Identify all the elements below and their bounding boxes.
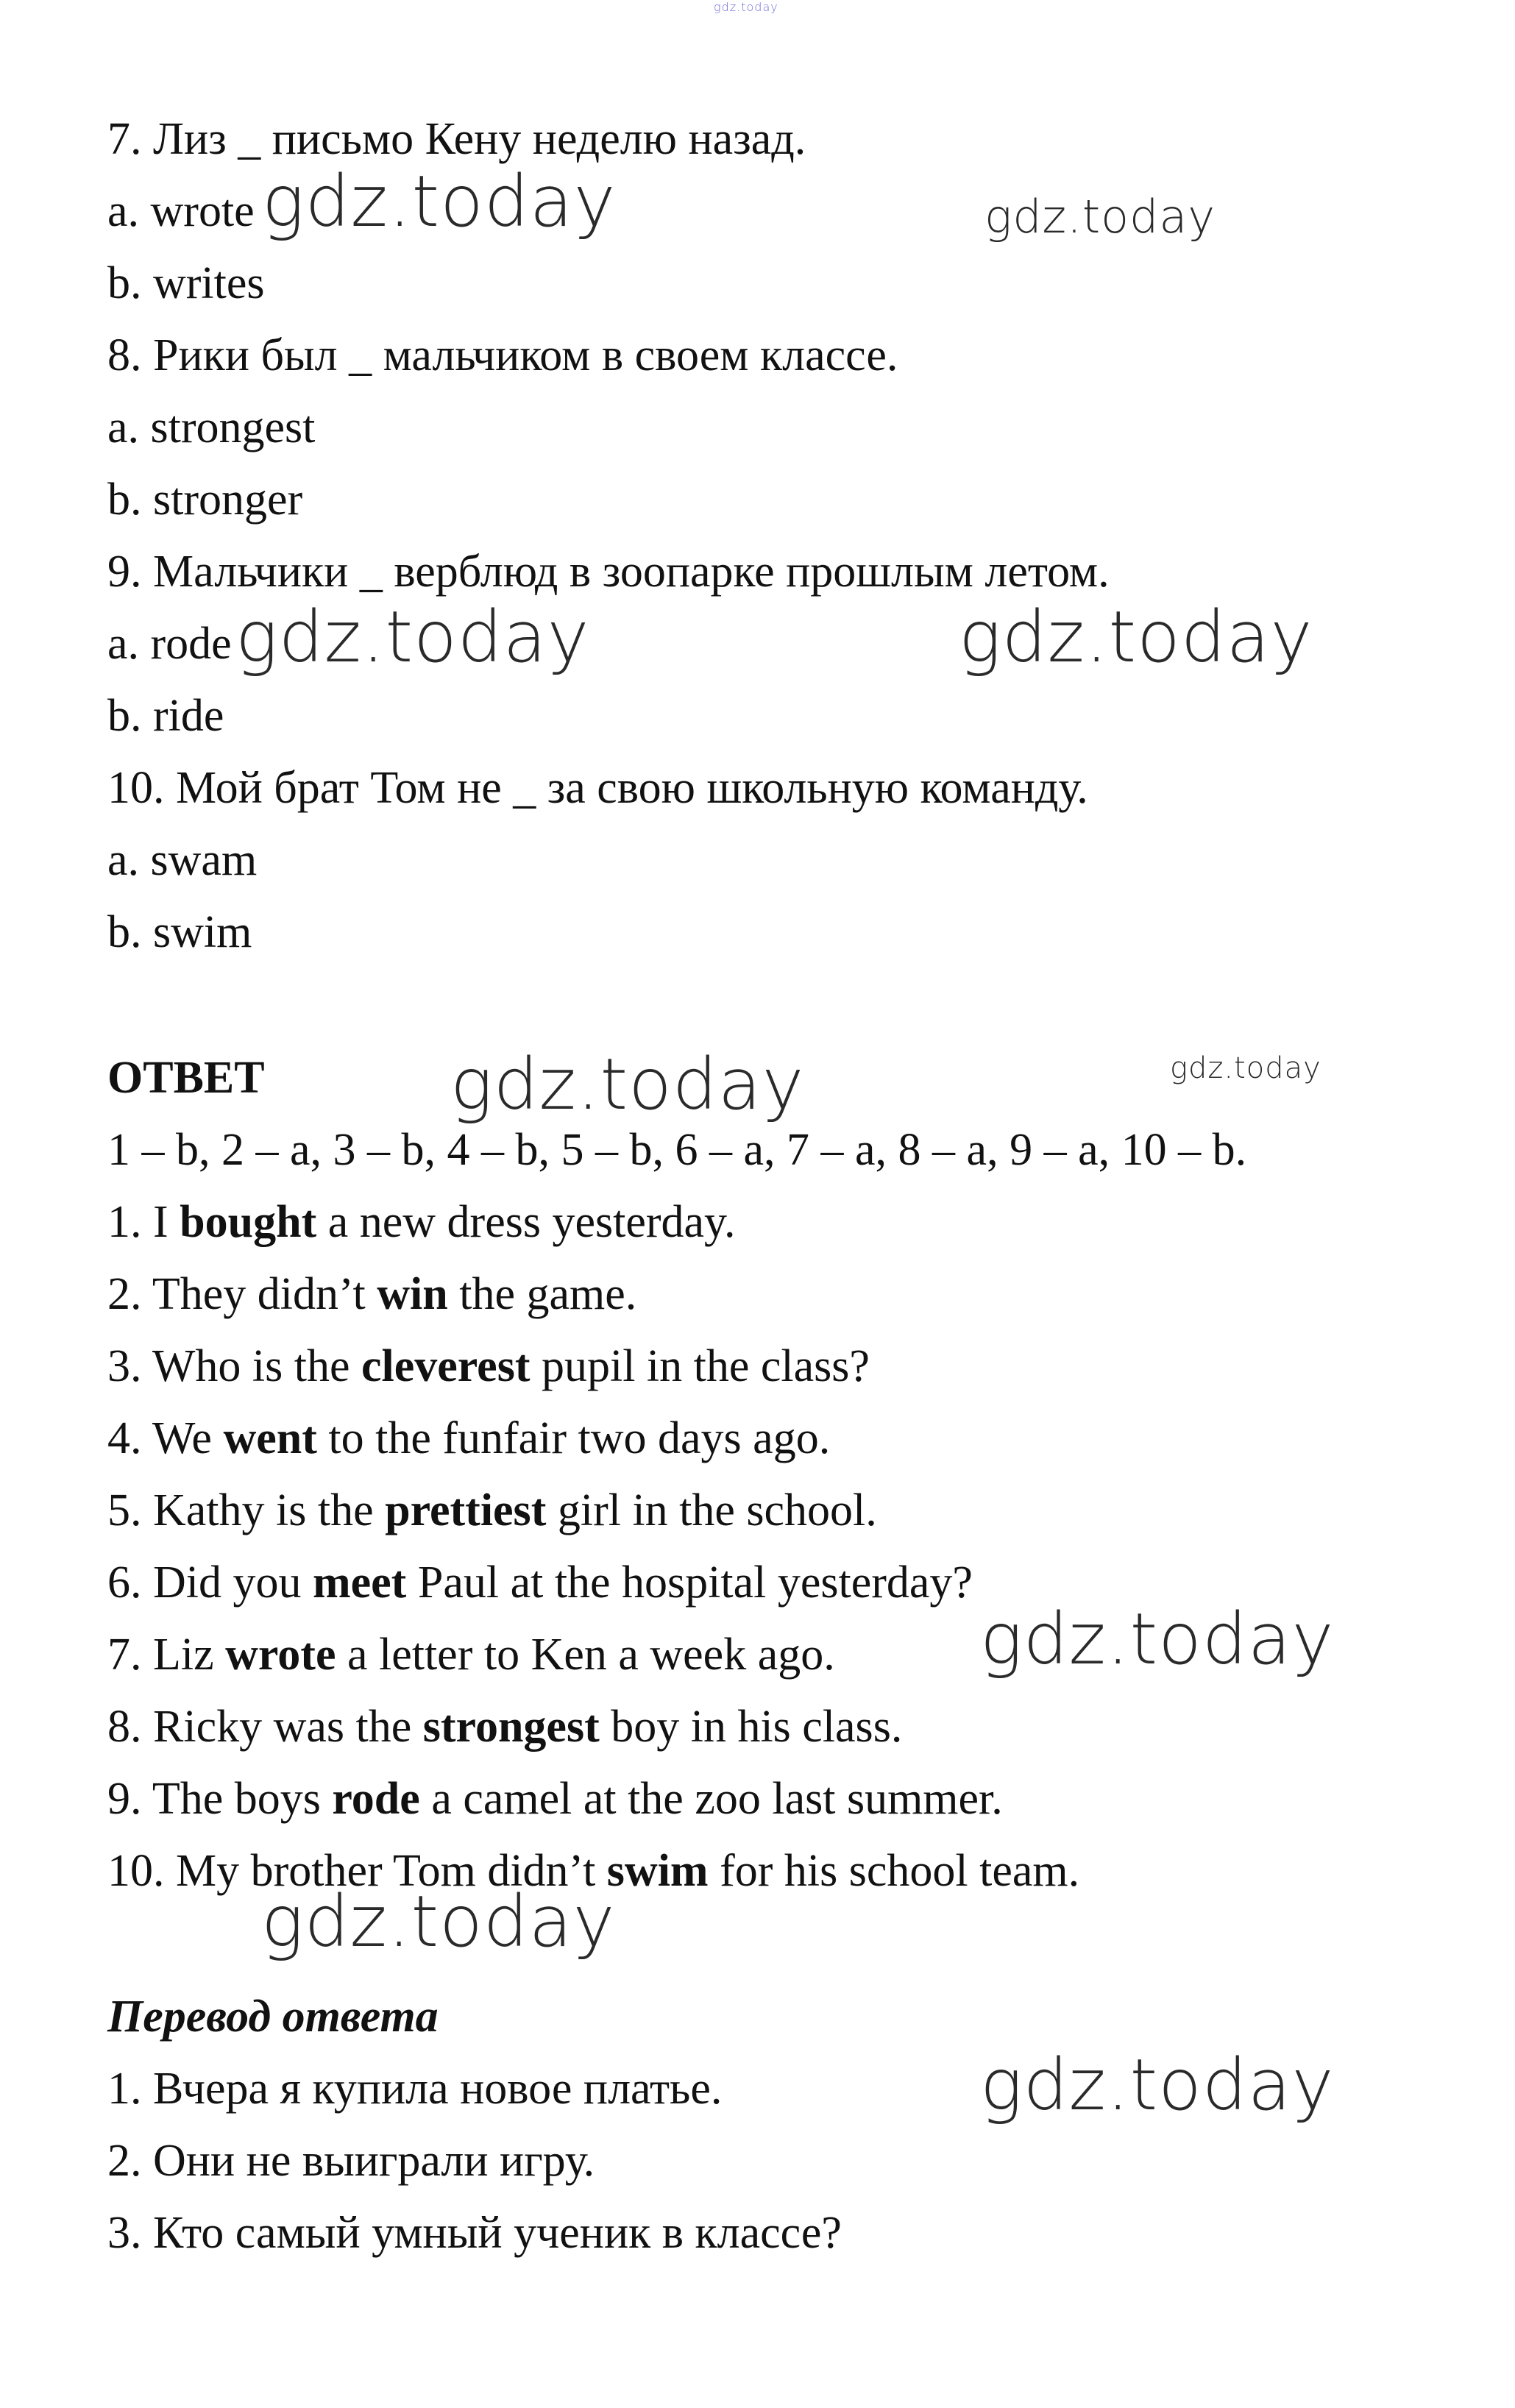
answer-sentence-text: 4. We [107,1413,224,1463]
answer-sentence-text: 10. My brother Tom didn’t [107,1846,607,1896]
answer-sentence-text: Paul at the hospital yesterday? [406,1558,973,1608]
answer-verb: win [377,1269,448,1319]
answer-sentence-text: pupil in the class? [530,1341,870,1391]
answer-sentence-6 [107,1558,973,1608]
answer-sentence-5 [107,1485,877,1535]
question-10-option-a: a. swam [107,835,258,885]
watermark: gdz.today [1170,1051,1321,1085]
answer-sentence-9 [107,1776,1003,1822]
answer-verb: prettiest [385,1485,547,1535]
answer-sentence-text: a letter to Ken a week ago. [336,1630,835,1680]
answer-sentence-2 [107,1271,636,1317]
answer-sentence-4 [107,1413,831,1463]
translation-line-1: 1. Вчера я купила новое платье. [107,2064,723,2114]
answer-sentence-text: the game. [447,1269,637,1319]
question-10-option-b: b. swim [107,907,252,957]
translation-line-3: 3. Кто самый умный ученик в классе? [107,2208,842,2258]
question-7-option-b: b. writes [107,258,265,308]
question-8-option-a: a. strongest [107,402,316,452]
answer-sentence-text: a camel at the zoo last summer. [419,1774,1003,1824]
answer-sentence-7 [107,1630,835,1680]
watermark: gdz.today [980,1598,1335,1680]
answer-sentence-text: 9. The boys [107,1774,333,1824]
answer-sentence-text: to the funfair two days ago. [316,1413,831,1463]
answer-sentence-text: 7. Liz [107,1630,226,1680]
answer-sentence-text: 5. Kathy is the [107,1485,386,1535]
question-7-prompt: 7. Лиз _ письмо Кену неделю назад. [107,114,806,164]
answer-sentence-text: 8. Ricky was the [107,1702,423,1752]
question-8-prompt: 8. Рики был _ мальчиком в своем классе. [107,330,898,380]
answer-sentence-text: 2. They didn’t [107,1269,377,1319]
answer-verb: meet [313,1558,407,1608]
question-10-prompt: 10. Мой брат Том не _ за свою школьную команду. [107,763,1088,813]
watermark: gdz.today [984,190,1216,244]
answer-verb: cleverest [361,1341,531,1391]
answer-verb: went [223,1413,317,1463]
question-9-prompt: 9. Мальчики _ верблюд в зоопарке прошлым летом. [107,547,1110,597]
answer-verb: wrote [225,1630,336,1680]
answer-heading: ОТВЕТ [107,1053,265,1103]
answer-sentence-1 [107,1199,736,1245]
translation-heading: Перевод ответа [107,1992,439,2042]
question-7-option-a: a. wrote [107,186,255,236]
answer-verb: swim [606,1846,709,1896]
answer-sentence-8 [107,1704,902,1750]
answer-sentence-text: 3. Who is the [107,1341,361,1391]
question-9-option-a: a. rode [107,619,232,669]
answer-sentence-text: girl in the school. [546,1485,877,1535]
watermark: gdz.today [450,1043,805,1126]
watermark: gdz.today [235,596,590,678]
answer-key: 1 – b, 2 – a, 3 – b, 4 – b, 5 – b, 6 – a, 7 – a, 8 – a, 9 – a, 10 – b. [107,1125,1247,1175]
answer-sentence-3 [107,1343,870,1389]
watermark: gdz.today [262,160,617,243]
answer-verb: strongest [422,1702,600,1752]
watermark-top: gdz.today [714,0,778,14]
answer-verb: bought [180,1197,317,1247]
answer-sentence-text: boy in his class. [599,1702,903,1752]
question-8-option-b: b. stronger [107,475,303,525]
answer-sentence-text: 6. Did you [107,1558,313,1608]
answer-sentence-text: 1. I [107,1197,180,1247]
answer-sentence-text: for his school team. [708,1846,1080,1896]
translation-line-2: 2. Они не выиграли игру. [107,2136,595,2186]
answer-verb: rode [332,1774,420,1824]
question-9-option-b: b. ride [107,691,224,741]
watermark: gdz.today [980,2044,1335,2126]
watermark: gdz.today [959,596,1313,678]
answer-sentence-text: a new dress yesterday. [316,1197,736,1247]
watermark: gdz.today [261,1880,616,1963]
